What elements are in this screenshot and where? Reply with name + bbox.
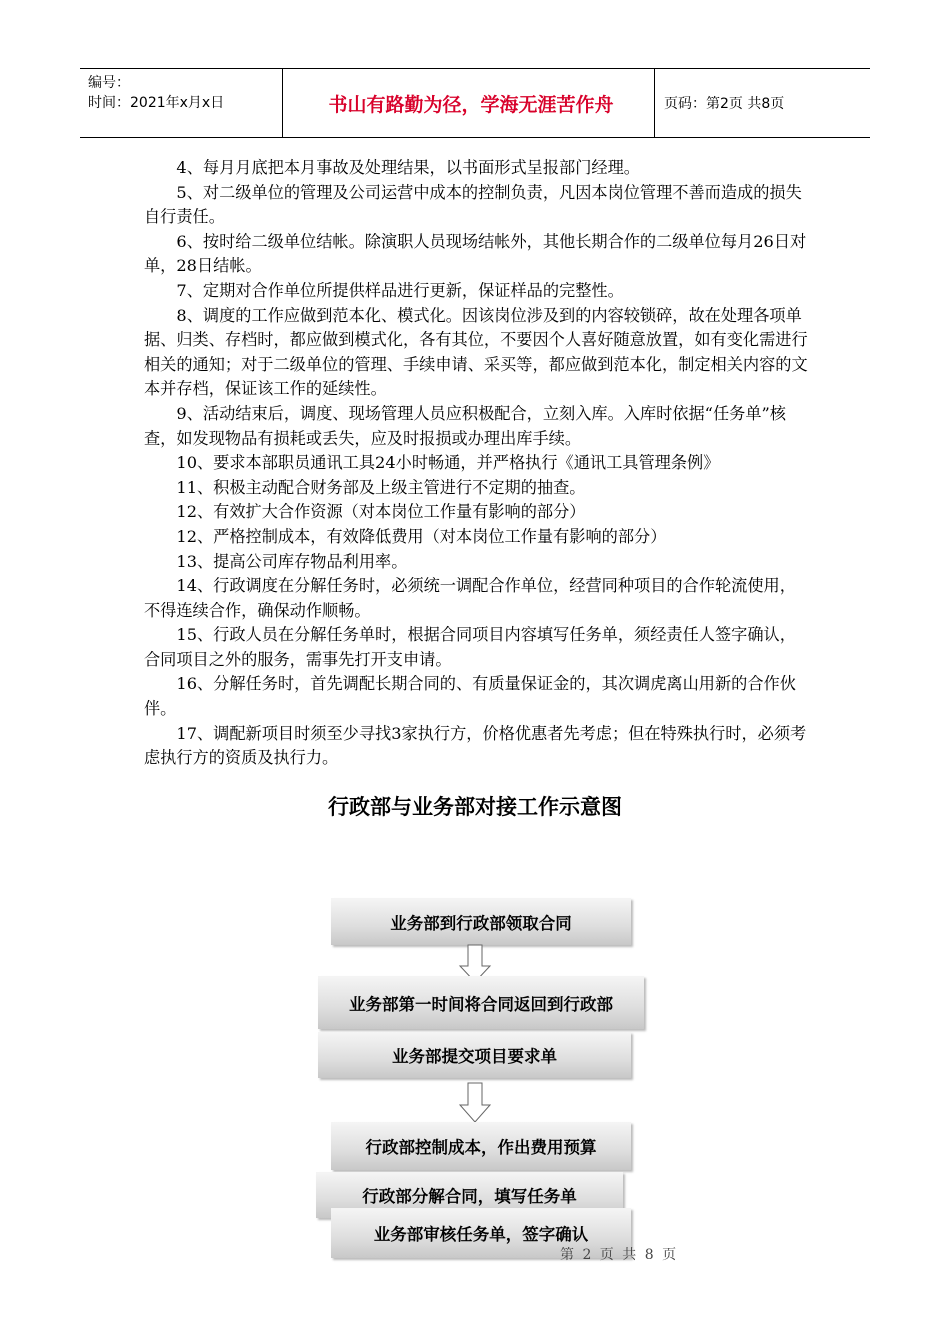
date-label: 时间：2021年x月x日 bbox=[88, 95, 225, 111]
header-motto: 书山有路勤为径，学海无涯苦作舟 bbox=[328, 93, 614, 116]
paragraph: 8、调度的工作应做到范本化、模式化。因该岗位涉及到的内容较锁碎，故在处理各项单据、归类、存档时，都应做到模式化，各有其位，不要因个人喜好随意放置，如有变化需进行相关的通知；对于二级单位的管理、手续申请、采买等，都应做到范本化，制定相关内容的文本并存档，保证该工作的延续性。 bbox=[144, 305, 808, 399]
paragraph: 11、积极主动配合财务部及上级主管进行不定期的抽查。 bbox=[176, 477, 586, 497]
flow-step-4: 行政部控制成本，作出费用预算 bbox=[331, 1122, 631, 1170]
flow-step-1: 业务部到行政部领取合同 bbox=[331, 898, 631, 945]
paragraph: 13、提高公司库存物品利用率。 bbox=[176, 551, 408, 571]
number-label: 编号： bbox=[88, 75, 130, 91]
paragraph: 4、每月月底把本月事故及处理结果，以书面形式呈报部门经理。 bbox=[176, 158, 640, 177]
header-page-info: 页码：第2页 共8页 bbox=[664, 96, 785, 112]
body-text bbox=[144, 156, 808, 771]
paragraph: 10、要求本部职员通讯工具24小时畅通，并严格执行《通讯工具管理条例》 bbox=[176, 453, 720, 473]
paragraph: 5、对二级单位的管理及公司运营中成本的控制负责，凡因本岗位管理不善而造成的损失自行责任。 bbox=[144, 182, 802, 227]
flow-step-3: 业务部提交项目要求单 bbox=[318, 1032, 631, 1078]
paragraph: 7、定期对合作单位所提供样品进行更新，保证样品的完整性。 bbox=[176, 280, 624, 300]
down-arrow-icon bbox=[458, 1082, 492, 1124]
header-meta bbox=[88, 73, 224, 113]
paragraph: 15、行政人员在分解任务单时，根据合同项目内容填写任务单，须经责任人签字确认，合同项目之外的服务，需事先打开支申请。 bbox=[144, 625, 796, 669]
paragraph: 17、调配新项目时须至少寻找3家执行方，价格优惠者先考虑；但在特殊执行时，必须考虑执行方的资质及执行力。 bbox=[144, 723, 807, 768]
diagram-title: 行政部与业务部对接工作示意图 bbox=[328, 795, 622, 819]
paragraph: 12、有效扩大合作资源（对本岗位工作量有影响的部分） bbox=[176, 502, 586, 522]
paragraph: 6、按时给二级单位结帐。除演职人员现场结帐外，其他长期合作的二级单位每月26日对单，28日结帐。 bbox=[144, 231, 807, 276]
header-divider bbox=[282, 69, 283, 137]
flow-step-6: 业务部审核任务单，签字确认 bbox=[331, 1208, 631, 1258]
paragraph: 14、行政调度在分解任务时，必须统一调配合作单位，经营同种项目的合作轮流使用，不得连续合作，确保动作顺畅。 bbox=[144, 576, 796, 620]
flow-step-2: 业务部第一时间将合同返回到行政部 bbox=[318, 976, 644, 1029]
page-header bbox=[80, 68, 870, 138]
flow-step-5: 行政部分解合同，填写任务单 bbox=[316, 1172, 623, 1218]
paragraph: 16、分解任务时，首先调配长期合同的、有质量保证金的，其次调虎离山用新的合作伙伴。 bbox=[144, 674, 796, 719]
paragraph: 9、活动结束后，调度、现场管理人员应积极配合，立刻入库。入库时依据“任务单”核查，如发现物品有损耗或丢失，应及时报损或办理出库手续。 bbox=[144, 403, 786, 448]
page-footer: 第 2 页 共 8 页 bbox=[560, 1247, 679, 1263]
header-divider bbox=[654, 69, 655, 137]
paragraph: 12、严格控制成本，有效降低费用（对本岗位工作量有影响的部分） bbox=[176, 526, 667, 546]
